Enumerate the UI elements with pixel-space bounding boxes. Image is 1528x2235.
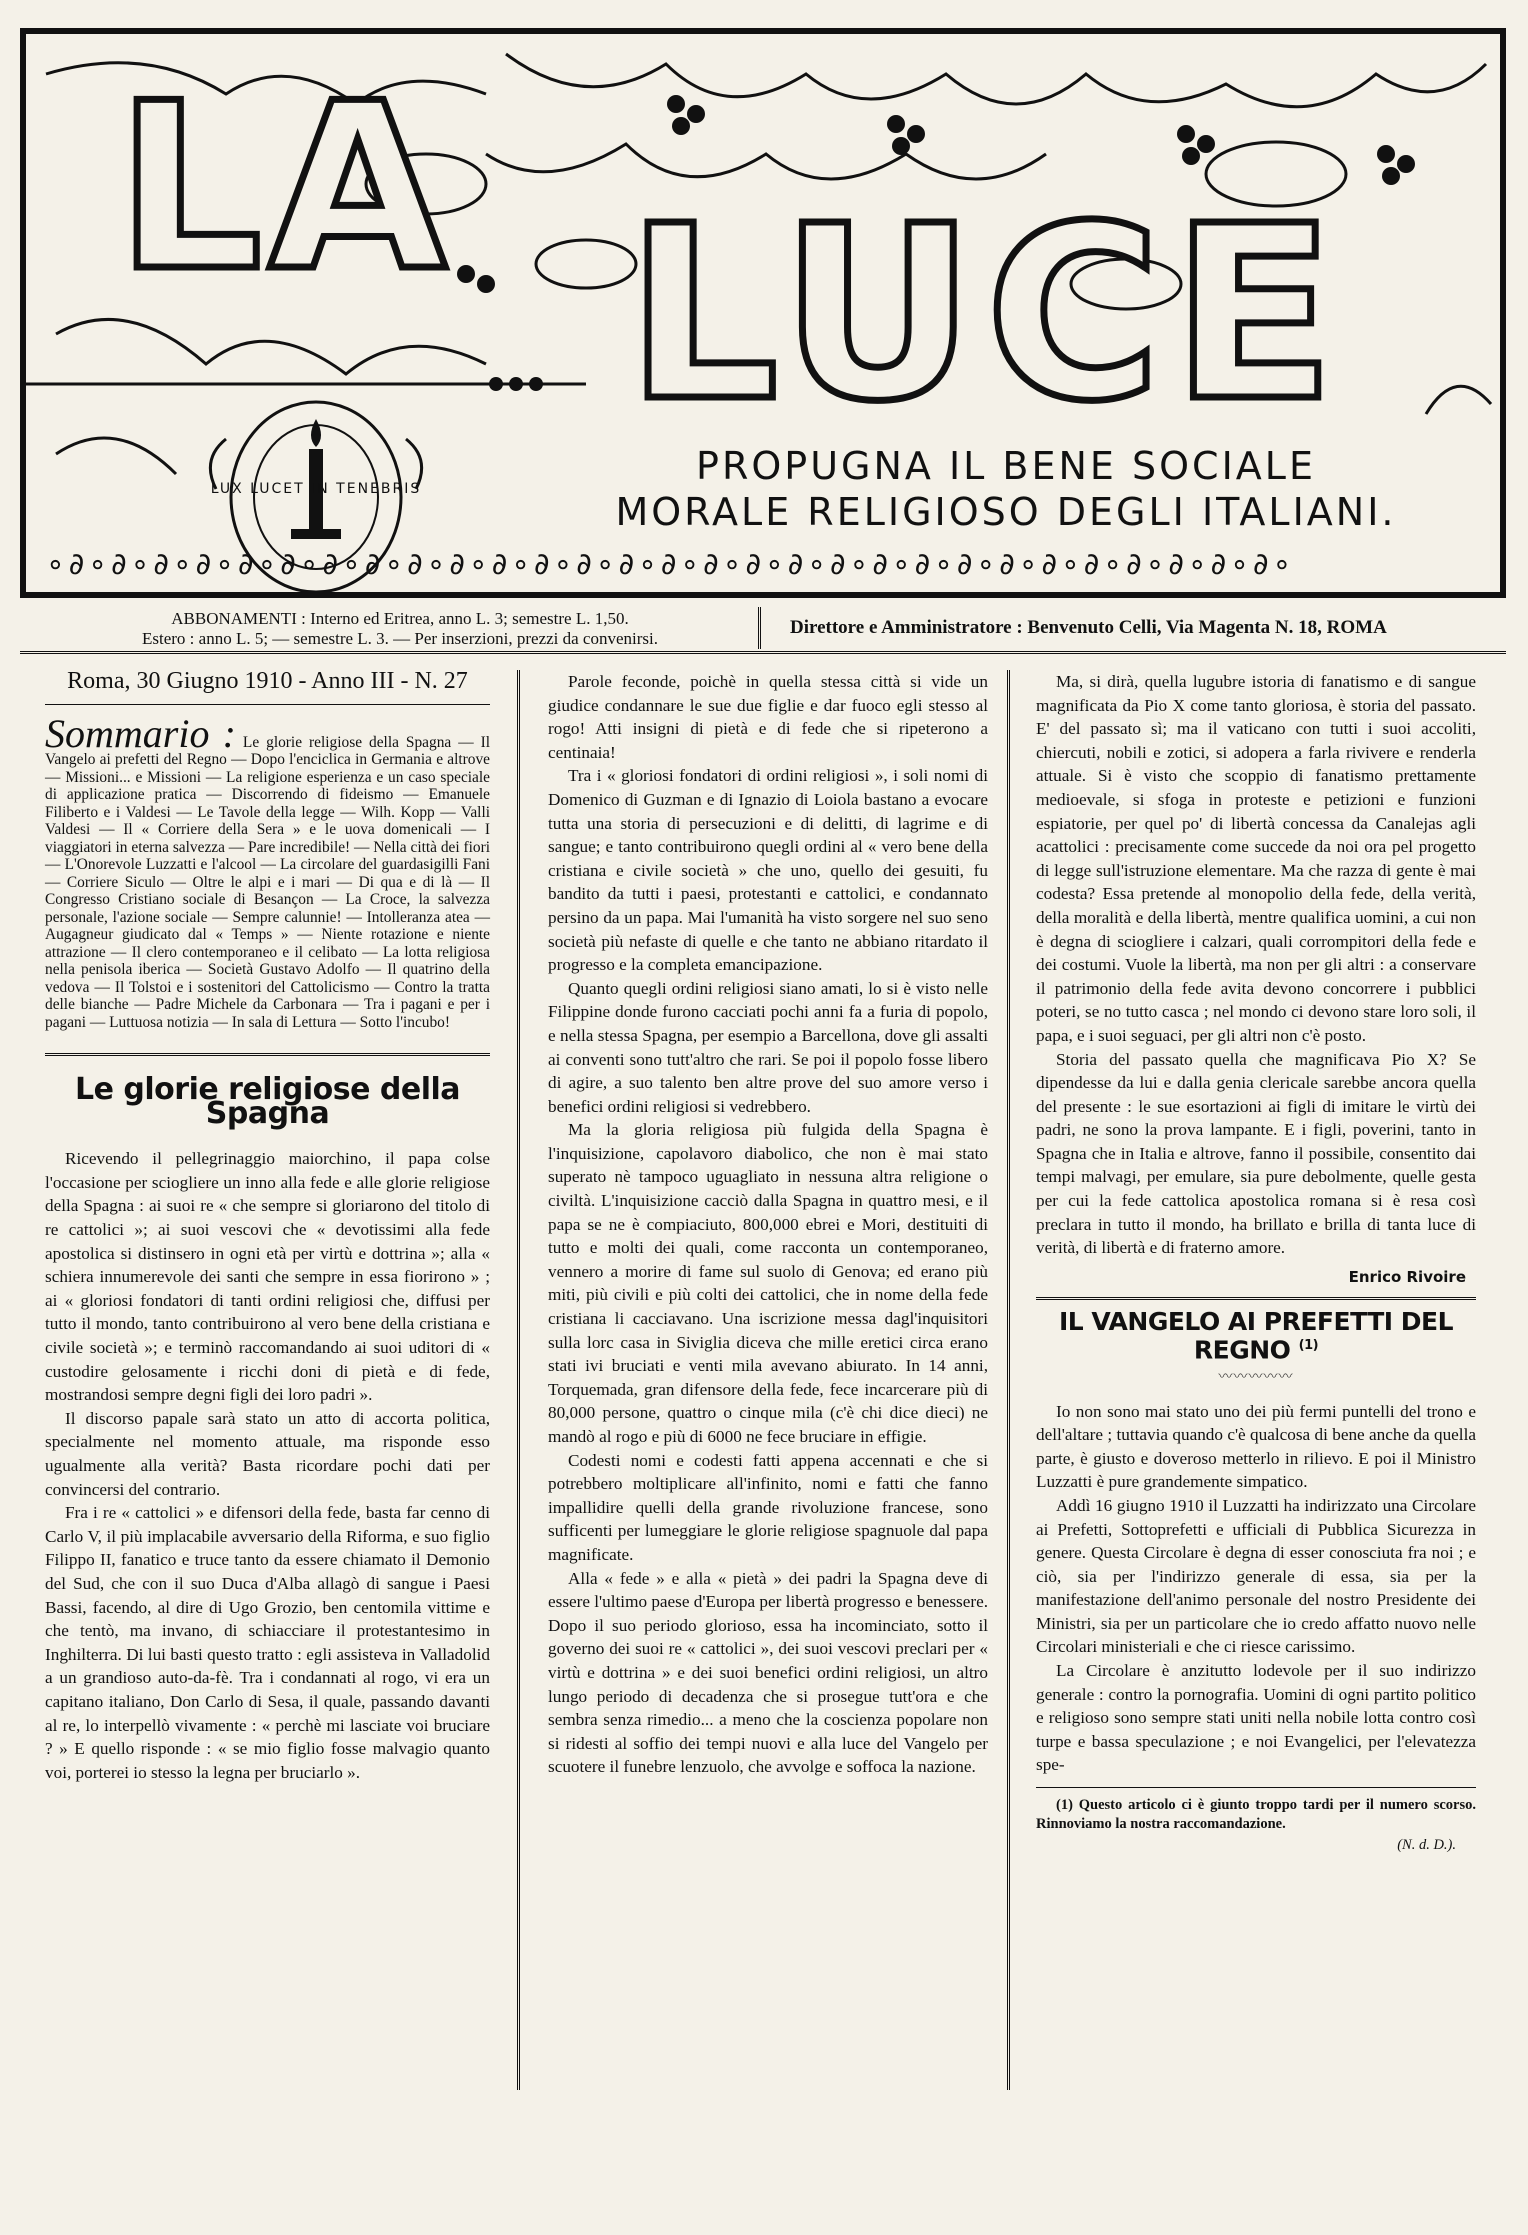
article-headline: Le glorie religiose della Spagna [75, 1072, 460, 1131]
subscription-bar [20, 607, 1506, 654]
headline-text: IL VANGELO AI PREFETTI DEL REGNO [1058, 1307, 1454, 1365]
masthead-title-luce: LUCE [626, 174, 1346, 454]
article-paragraph: Ma, si dirà, quella lugubre istoria di fanatismo e di sangue magnificata da Pio X come tanto gloriosa, è storia del passato. E' del passato sì; ma il vaticano con tutti i suoi accoliti, chiercuti, nobili e zotici, si adopera a farla rivivere e renderla attuale. Si è visto che scoppio di fanatismo prettamente medioevale, si sfoga in proteste e petizioni e funzioni espiatorie, per quel po' di libertà concessa da Canalejas agli acattolici : precisamente come succede da noi ora pel progetto di legge sull'istruzione elementare. Ma che razza di gente è mai codesta? Essa pretende al monopolio della fede, della verità, della moralità e della libertà, mentre qualifica uomini, a cui non è degna di sciogliere i calzari, quali corrompitori della fede e dei costumi. Vuole la libertà, ma non per gli altri : a conservare il patrimonio della fede avita devono concorrere i pubblici poteri, se no tutto casca ; nel mondo ci devono stare loro soli, il papa, e i suoi seguaci, per gli altri non c'è posto. [1036, 672, 1476, 1045]
column-rule-2 [1007, 670, 1010, 2090]
masthead-title-la: LA [116, 55, 453, 322]
column-1 [45, 670, 490, 2090]
section-rule [45, 1053, 490, 1056]
article-paragraph: Parole feconde, poichè in quella stessa città si vide un giudice condannare le sue due figlie e dar fuoco egli stesso al rogo! Atti insigni di pietà e di fede che si ripeterono a centinaia! [548, 672, 988, 762]
subscription-line-2: Estero : anno L. 5; — semestre L. 3. — Per inserzioni, prezzi da convenirsi. [142, 629, 658, 648]
article-paragraph: Tra i « gloriosi fondatori di ordini religiosi », i soli nomi di Domenico di Guzman e di Ignazio di Loiola bastano a evocare tutta una storia di persecuzioni e di delitti, di lagrime e di sangue; e tanto contribuirono quegli ordini al « vero bene della cristiana e civile società » che uno, quello dei gesuiti, fu bandito da tutti i paesi, protestanti e cattolici, e condannato persino da un papa. Mai l'umanità ha visto sorgere nel suo seno società più nefaste di quelle e che tanto ne abbiano ritardato il progresso e la completa emancipazione. [548, 766, 988, 975]
footnote-signature: (N. d. D.). [1397, 1837, 1456, 1854]
article-author: Enrico Rivoire [1348, 1267, 1466, 1286]
article-paragraph: Ma la gloria religiosa più fulgida della Spagna è l'inquisizione, capolavoro diabolico, che non è mai stato superato nè tampoco uguagliato in nessuna altra religione o civiltà. L'inquisizione cacciò dalla Spagna in quattro mesi, e il papa se ne è compiaciuto, 800,000 ebrei e Mori, destituiti di tutto e molti dei quali, come racconta un contemporaneo, vennero a morire di fame sul suolo di Genova; ed erano più miti, più civili e più colti dei cattolici, che in nome della fede cristiana li cacciavano. Una iscrizione messa dagl'inquisitori sulla lorc casa in Siviglia diceva che mille eretici circa erano stati ivi bruciati e venti mila avevano abiurato. In 14 anni, Torquemada, gran difensore della fede, fece incarcerare più di 80,000 persone, quattro o cinque mila (c'è chi dice dieci) ne mandò al rogo e più di 6000 ne fece bruciare in effigie. [548, 1120, 988, 1446]
article-headline [1036, 1307, 1476, 1365]
editor-info: Direttore e Amministratore : Benvenuto Celli, Via Magenta N. 18, ROMA [790, 617, 1387, 638]
headline-squiggle: 〰〰〰〰〰 [1218, 1369, 1294, 1385]
ornament-band: ∘∂∘∂∘∂∘∂∘∂∘∂∘∂∘∂∘∂∘∂∘∂∘∂∘∂∘∂∘∂∘∂∘∂∘∂∘∂∘∂∘∂∘∂∘∂∘∂∘∂∘∂∘∂∘∂∘∂∘ [46, 547, 1296, 582]
footnote: (1) Questo articolo ci è giunto troppo tardi per il numero scorso. Rinnoviamo la nostra raccomandazione. [1036, 1787, 1476, 1834]
article-paragraph: Alla « fede » e alla « pietà » dei padri la Spagna deve di essere l'ultimo paese d'Europa per libertà progresso e benessere. Dopo il suo periodo glorioso, essa ha incominciato, sotto il governo dei suoi re « cattolici », dei suoi vescovi preclari per « virtù e dottrina » e dei suoi benefici ordini religiosi, un altro lungo periodo di decadenza che si prosegue tutt'ora e che sembra senza rimedio... a meno che la coscienza popolare non si ridesti al soffio dei tempi nuovi e alla luce del Vangelo per scuotere il funebre lenzuolo, che avvolge e soffoca la nazione. [548, 1568, 989, 1777]
subscription-info [50, 609, 750, 649]
seal-motto: LUX LUCET IN TENEBRIS [210, 481, 422, 497]
article-paragraph: Codesti nomi e codesti fatti appena accennati e che si potrebbero moltiplicare all'infinito, nomi e fatti che fanno impallidire quelli della grande rivoluzione francese, sono sufficenti per lumeggiare le glorie religiose spagnuole dal papa magnificate. [548, 1450, 988, 1564]
article-paragraph: Ricevendo il pellegrinaggio maiorchino, il papa colse l'occasione per sciogliere un inno alla fede e alle glorie religiose della Spagna : ai suoi re « che sempre si gloriarono del titolo di re cattolici »; ai suoi vescovi che « devotissimi alla fede apostolica si distinsero in ogni età per virtù e dottrina »; alla « schiera innumerevole dei santi che sempre in essa fiorirono » ; ai « gloriosi fondatori di tanti ordini religiosi che, diffusi per tutto il mondo, tanto contribuirono al vero bene della cristiana e civile società »; e terminò raccomandando ai suoi uditori di « custodire gelosamente i ricchi doni di pietà e di fede, mostrandosi sempre degni figli dei loro padri ». [45, 1149, 490, 1405]
article-paragraph: Storia del passato quella che magnificava Pio X? Se dipendesse da lui e dalla genia clericale sarebbe ancora quella del presente : le sue esortazioni ai figli di imitare le virtù dei padri, ne sono la prova lampante. E i figli, poverini, tanto in Spagna che in Italia e altrove, fanno il possibile, consentito dai tempi malvagi, per emulare, sia pure debolmente, quelle gesta per cui la fede cattolica apostolica romana si è resa così preclara in tutto il mondo, ha brillato e brilla di tanta luce di verità, di libertà e di fraterno amore. [1036, 1049, 1476, 1258]
section-rule [1036, 1297, 1476, 1300]
summary-body: Le glorie religiose della Spagna — Il Vangelo ai prefetti del Regno — Dopo l'enciclica in Germania e altrove — Missioni... e Missioni — La religione esperienza e un caso speciale di applicazione pratica — Discorrendo di fideismo — Emanuele Filiberto e i Valdesi — Le Tavole della legge — Wilh. Kopp — Valli Valdesi — Il « Corriere della Sera » e le uova domenicali — I viaggiatori in eterna salvezza — Pare incredibile! — Nella città dei fiori — L'Onorevole Luzzatti e l'alcool — La circolare del guardasigilli Fani — Corriere Siculo — Oltre le alpi e i mari — Di qua e di là — Il Congresso Cristiano sociale di Besançon — La Croce, la salvezza personale, l'azione sociale — Sempre calunnie! — Intolleranza atea — Augagneur giudicato dal « Temps » — Niente rotazione e niente attrazione — Il clero contemporaneo e il celibato — La lotta religiosa nella penisola iberica — Società Gustavo Adolfo — Il quatrino della vedova — Il Tolstoi e i sostenitori del Cattolicismo — Contro la tratta delle bianche — Padre Michele da Carbonara — Tra i pagani e per i pagani — Luttuosa notizia — In sala di Lettura — Sotto l'incubo! [45, 733, 490, 1031]
article-paragraph: Addì 16 giugno 1910 il Luzzatti ha indirizzato una Circolare ai Prefetti, Sottoprefetti e ufficiali di Pubblica Sicurezza in genere. Questa Circolare è degna di esser conosciuta fra noi ; e ciò, sia per l'indirizzo generale di essa, sia per la manifestazione dell'animo personale del nostro Presidente dei Ministri, sia per un particolare che io credo affatto nuovo nelle Circolari ministeriali e che ci riesce carissimo. [1036, 1495, 1476, 1657]
masthead-tagline-1: PROPUGNA IL BENE SOCIALE [696, 444, 1316, 488]
summary [45, 710, 490, 1032]
dateline: Roma, 30 Giugno 1910 - Anno III - N. 27 [45, 670, 490, 705]
summary-head: Sommario : [45, 710, 236, 756]
article-paragraph: La Circolare è anzitutto lodevole per il suo indirizzo generale : contro la pornografia. Uomini di ogni partito politico e religioso sono sempre stati uniti nella nobile lotta contro così turpe e bassa speculazione ; e noi Evangelici, per l'elevatezza spe- [1036, 1661, 1476, 1775]
article-paragraph: Il discorso papale sarà stato un atto di accorta politica, specialmente nel momento attuale, ma risponde esso ugualmente alla verità? Basta ricordare pochi dati per convincersi del contrario. [45, 1408, 490, 1499]
subscription-line-1: ABBONAMENTI : Interno ed Eritrea, anno L. 3; semestre L. 1,50. [171, 609, 629, 628]
headline-footnote-mark: (1) [1298, 1338, 1319, 1354]
subscription-divider [758, 607, 761, 649]
article-paragraph: Io non sono mai stato uno dei più fermi puntelli del trono e dell'altare ; tuttavia quando c'è qualcosa di bene anche da quella parte, è giusto e doveroso metterlo in rilievo. E poi il Ministro Luzzatti è pure grandemente simpatico. [1036, 1401, 1476, 1492]
masthead [20, 28, 1506, 598]
article-paragraph: Quanto quegli ordini religiosi siano amati, lo si è visto nelle Filippine donde furono cacciati pochi anni fa a furia di popolo, e nella stessa Spagna, per esempio a Barcellona, dove gli assalti ai conventi sono tutt'altro che rari. Se poi il popolo fosse libero di agire, a suo talento ben altre prove del suo amore verso i benefici ordini religiosi si vedrebbero. [548, 978, 988, 1116]
article-paragraph: Fra i re « cattolici » e difensori della fede, basta far cenno di Carlo V, il più implacabile avversario della Riforma, e suo figlio Filippo II, fanatico e truce tanto da essere chiamato il Demonio del Sud, che con il suo Duca d'Alba allagò di sangue i Paesi Bassi, facendo, al dire di Ugo Grozio, ben centomila vittime e che tentò, ma invano, di schiacciare il protestantesimo in Inghilterra. Di lui basti questo tratto : egli assisteva in Valladolid a un grandioso auto-da-fè. Tra i condannati al rogo, vi era un capitano italiano, Don Carlo di Sesa, il quale, passando davanti al re, lo interpellò vivamente : « perchè mi lasciate voi bruciare ? » E quello risponde : « se mio figlio fosse malvagio quanto voi, porterei io stesso la legna per bruciarlo ». [45, 1503, 490, 1782]
column-2 [548, 670, 988, 2090]
column-rule-1 [517, 670, 520, 2090]
column-3 [1036, 670, 1476, 2090]
masthead-tagline-2: MORALE RELIGIOSO DEGLI ITALIANI. [615, 490, 1397, 534]
